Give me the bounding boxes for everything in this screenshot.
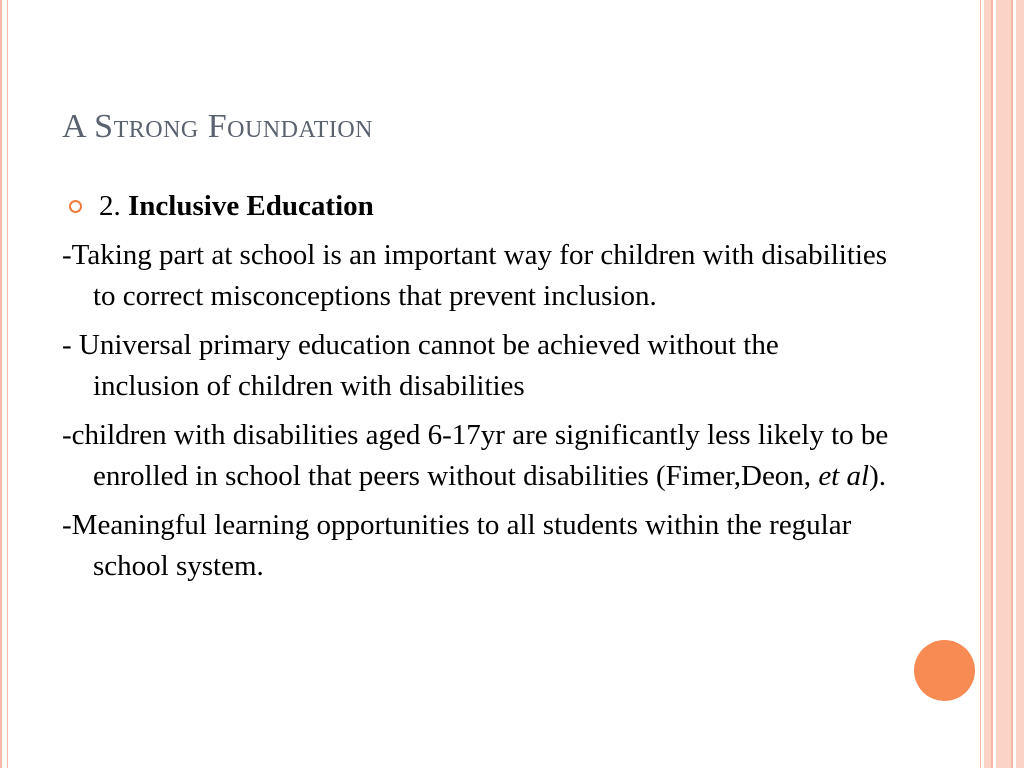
decorative-orange-circle <box>914 640 975 701</box>
circle-bullet-icon <box>69 200 82 213</box>
paragraph-text: -children with disabilities aged 6-17yr are significantly less likely to be enrolled in school that peers without disabilities (Fimer,Deon, <box>62 419 889 492</box>
left-decorative-rule-thin <box>7 0 8 768</box>
bullet-number: 2. <box>99 190 121 222</box>
body-paragraph: - Universal primary education cannot be achieved without the inclusion of children with disabilities <box>62 329 779 402</box>
right-decorative-stripe <box>996 0 1011 768</box>
bullet-item <box>62 186 892 227</box>
slide-body <box>62 186 892 595</box>
citation-italic: et al <box>818 460 870 492</box>
paragraph-text-end: ). <box>869 460 886 492</box>
right-decorative-stripe <box>991 0 993 768</box>
bullet-heading: Inclusive Education <box>128 190 374 222</box>
right-decorative-stripe <box>1011 0 1013 768</box>
left-decorative-rule <box>0 0 2 768</box>
right-decorative-stripe <box>1016 0 1024 768</box>
slide-title: A Strong Foundation <box>62 108 373 145</box>
body-paragraph: -Meaningful learning opportunities to all students within the regular school system. <box>62 509 852 582</box>
body-paragraph <box>62 415 892 497</box>
body-paragraph: -Taking part at school is an important way for children with disabilities to correct misconceptions that prevent inclusion. <box>62 239 888 312</box>
right-decorative-stripe <box>980 0 981 768</box>
right-decorative-stripe <box>984 0 991 768</box>
